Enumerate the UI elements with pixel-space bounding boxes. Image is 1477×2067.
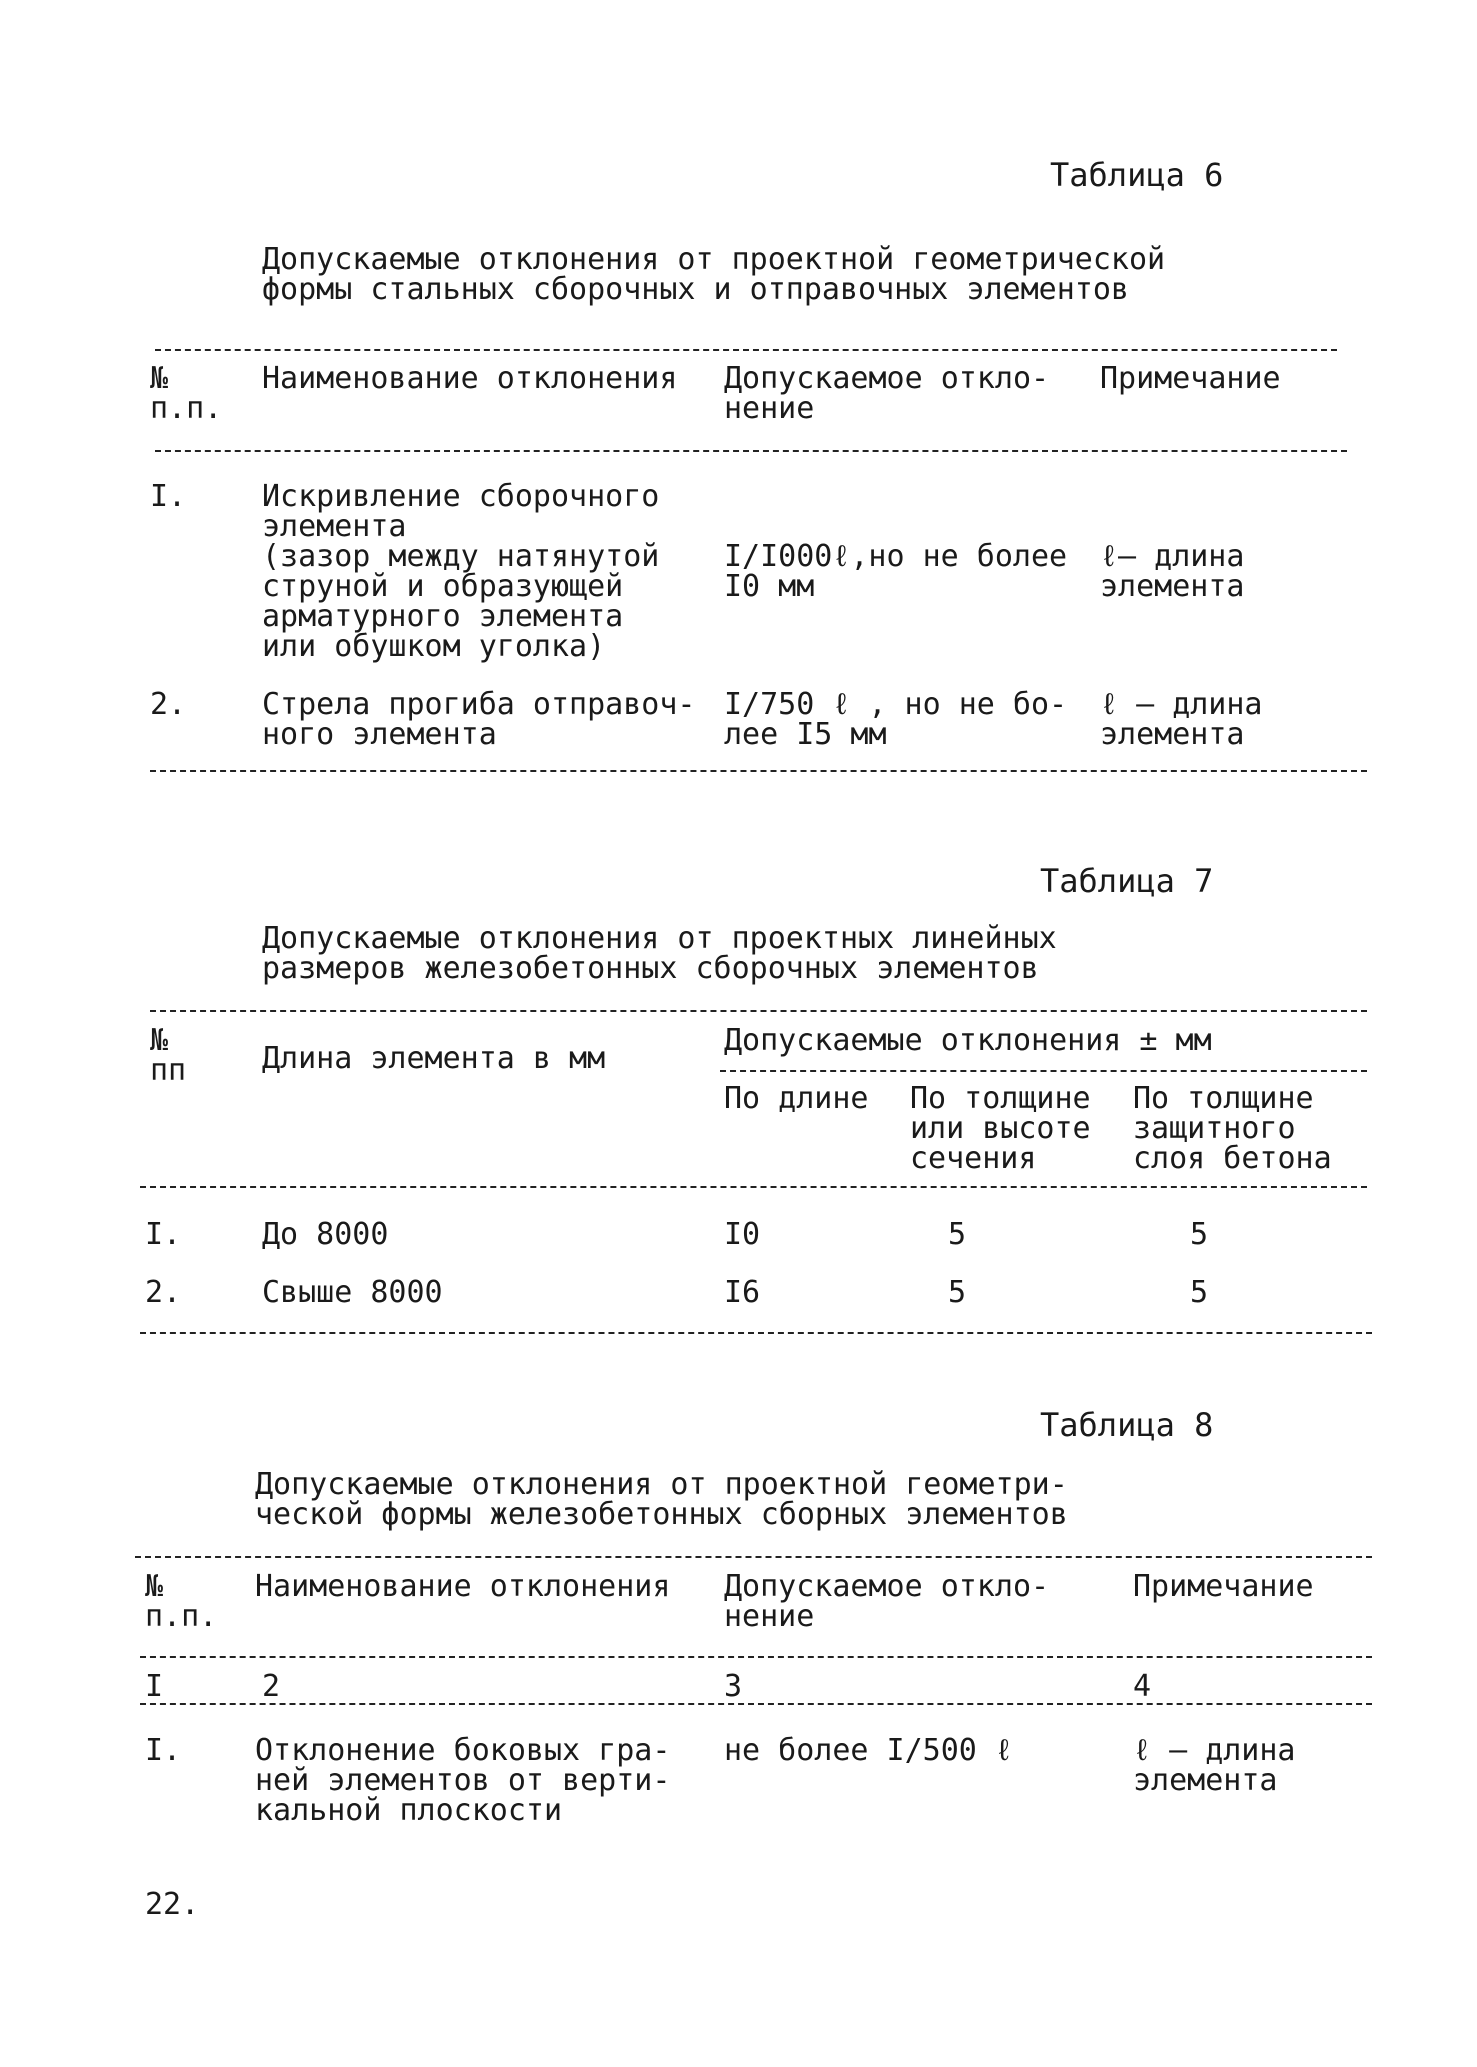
table7-row1-by-length: I0 bbox=[724, 1217, 761, 1252]
table8-header-num: № п.п. bbox=[145, 1569, 218, 1634]
table6-header-num: № п.п. bbox=[150, 361, 223, 426]
table8-colnum-rule bbox=[140, 1703, 1372, 1705]
table7-header-rule bbox=[140, 1186, 1367, 1188]
table6-header-note: Примечание bbox=[1100, 361, 1281, 396]
table8-row1-note: ℓ – длина элемента bbox=[1133, 1733, 1296, 1798]
table8-colnum-2: 2 bbox=[262, 1669, 281, 1704]
table7-row1-by-cover: 5 bbox=[1190, 1217, 1209, 1252]
table8-row1-name: Отклонение боковых гра- ней элементов от верти- кальной плоскости bbox=[255, 1733, 671, 1828]
table8-row1-num: I. bbox=[145, 1733, 182, 1768]
table8-colnum-3: 3 bbox=[724, 1669, 743, 1704]
table7-row1-length: До 8000 bbox=[262, 1217, 389, 1252]
table8-colnum-4: 4 bbox=[1133, 1669, 1152, 1704]
table6-header-allowed: Допускаемое откло- нение bbox=[724, 361, 1050, 426]
table7-header-by-length: По длине bbox=[724, 1081, 869, 1116]
table7-row2-by-cover: 5 bbox=[1190, 1275, 1209, 1310]
table7-row1-num: I. bbox=[145, 1217, 182, 1252]
table7-row2-num: 2. bbox=[145, 1275, 182, 1310]
page-number: 22. bbox=[145, 1887, 200, 1922]
table7-row2-by-thickness: 5 bbox=[948, 1275, 967, 1310]
table6-row2-name: Стрела прогиба отправоч- ного элемента bbox=[262, 687, 696, 752]
table6-top-rule bbox=[155, 349, 1337, 351]
table7-row1-by-thickness: 5 bbox=[948, 1217, 967, 1252]
table6-header-rule bbox=[155, 450, 1347, 452]
table8-top-rule bbox=[135, 1556, 1372, 1558]
table6-caption: Допускаемые отклонения от проектной геометрической формы стальных сборочных и отправочных элементов bbox=[262, 242, 1166, 307]
table8-row1-allowed: не более I/500 ℓ bbox=[724, 1733, 1013, 1768]
table7-header-by-thickness: По толщине или высоте сечения bbox=[910, 1081, 1091, 1176]
table7-header-length: Длина элемента в мм bbox=[262, 1041, 606, 1076]
table8-header-rule bbox=[140, 1656, 1372, 1658]
table6-header-name: Наименование отклонения bbox=[262, 361, 678, 396]
table6-bottom-rule bbox=[150, 770, 1367, 772]
table8-colnum-1: I bbox=[145, 1669, 164, 1704]
table8-header-name: Наименование отклонения bbox=[255, 1569, 671, 1604]
table7-label: Таблица 7 bbox=[1040, 862, 1214, 900]
table7-group-rule bbox=[720, 1070, 1367, 1072]
table7-bottom-rule bbox=[140, 1332, 1372, 1334]
table8-label: Таблица 8 bbox=[1040, 1406, 1214, 1444]
table6-row1-name: Искривление сборочного элемента (зазор между натянутой струной и образующей арматурного элемента или обушком уголка) bbox=[262, 479, 660, 664]
table6-label: Таблица 6 bbox=[1050, 156, 1224, 194]
table6-row1-num: I. bbox=[150, 479, 187, 514]
table6-row1-allowed: I/I000ℓ,но не более I0 мм bbox=[724, 539, 1068, 604]
table6-row2-note: ℓ – длина элемента bbox=[1100, 687, 1263, 752]
table7-header-by-cover: По толщине защитного слоя бетона bbox=[1133, 1081, 1332, 1176]
table7-row2-by-length: I6 bbox=[724, 1275, 761, 1310]
table8-caption: Допускаемые отклонения от проектной геометри- ческой формы железобетонных сборных элементов bbox=[255, 1467, 1068, 1532]
table8-header-allowed: Допускаемое откло- нение bbox=[724, 1569, 1050, 1634]
table7-header-num: № пп bbox=[150, 1023, 187, 1088]
table6-row1-note: ℓ– длина элемента bbox=[1100, 539, 1245, 604]
table8-header-note: Примечание bbox=[1133, 1569, 1314, 1604]
table7-top-rule bbox=[150, 1010, 1367, 1012]
table6-row2-num: 2. bbox=[150, 687, 187, 722]
table7-caption: Допускаемые отклонения от проектных линейных размеров железобетонных сборочных элементов bbox=[262, 921, 1057, 986]
table6-row2-allowed: I/750 ℓ , но не бо- лее I5 мм bbox=[724, 687, 1068, 752]
table7-row2-length: Свыше 8000 bbox=[262, 1275, 443, 1310]
table7-header-group: Допускаемые отклонения ± мм bbox=[724, 1023, 1212, 1058]
